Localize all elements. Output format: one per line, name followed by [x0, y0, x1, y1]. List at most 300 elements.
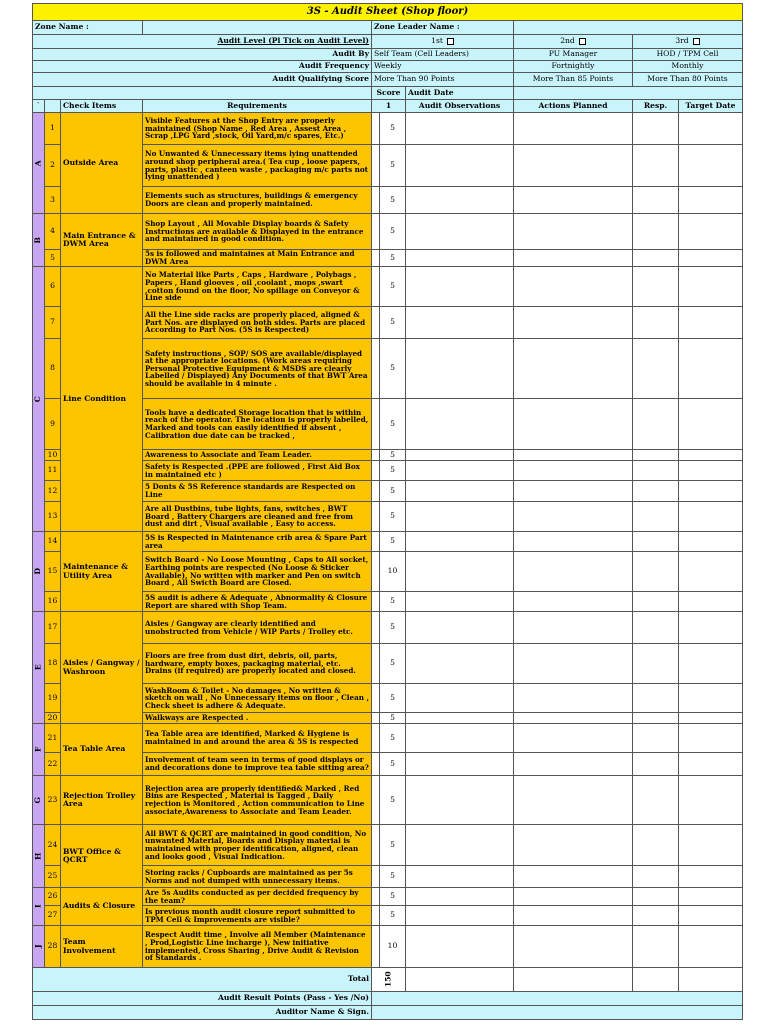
observation-field[interactable]	[406, 250, 514, 267]
target-date-field[interactable]	[679, 250, 743, 267]
score-gap	[372, 684, 380, 713]
row-score-text: 5	[390, 363, 395, 373]
action-field[interactable]	[514, 502, 633, 532]
audit-level-2	[514, 35, 633, 49]
row-score-text: 5	[390, 622, 395, 632]
requirement-text	[143, 612, 372, 644]
row-number-text: 6	[50, 281, 55, 291]
action-field[interactable]	[514, 187, 633, 214]
target-date-field[interactable]	[679, 502, 743, 532]
row-score	[380, 481, 406, 502]
requirement-text-text: Shop Layout , All Movable Display boards & Safety Instructions are available & Displayed in the entrance and maintained in good condition.	[145, 219, 364, 244]
group-letter	[32, 612, 45, 724]
total-label-text: Total	[347, 974, 369, 984]
target-date-field[interactable]	[679, 713, 743, 724]
row-number-text: 20	[47, 713, 58, 722]
total-observations	[406, 968, 514, 992]
resp-field[interactable]	[633, 145, 679, 187]
row-number-text: 11	[47, 465, 58, 475]
check-item-area	[61, 612, 143, 724]
check-item-area-text: Maintenance & Utility Area	[63, 562, 128, 580]
row-score-text: 5	[390, 252, 395, 262]
action-field[interactable]	[514, 532, 633, 552]
row-number	[45, 145, 61, 187]
row-number	[45, 552, 61, 592]
action-field[interactable]	[514, 113, 633, 145]
row-number-text: 24	[47, 839, 58, 849]
row-score	[380, 644, 406, 684]
requirement-text	[143, 250, 372, 267]
requirement-text-text: Visible Features at the Shop Entry are properly maintained (Shop Name , Red Area , Assest Area , Scrap ,LPG Yard ,stock, Oil Yard,m/c spares, Etc.)	[145, 116, 347, 141]
audit-level-3-checkbox[interactable]	[693, 38, 700, 45]
requirement-text	[143, 724, 372, 753]
target-date-field[interactable]	[679, 926, 743, 968]
row-score-text: 5	[390, 123, 395, 133]
row-score-text: 5	[390, 281, 395, 291]
row-number-text: 3	[50, 194, 55, 204]
row-score	[380, 339, 406, 399]
row-score	[380, 187, 406, 214]
score-gap	[372, 307, 380, 339]
row-number	[45, 926, 61, 968]
row-number	[45, 644, 61, 684]
requirement-text	[143, 145, 372, 187]
auditor-label	[32, 1006, 372, 1020]
action-field[interactable]	[514, 399, 633, 450]
check-item-area-text: Audits & Closure	[63, 901, 136, 911]
observation-field[interactable]	[406, 307, 514, 339]
audit-by-label	[32, 49, 372, 61]
target-date-field[interactable]	[679, 339, 743, 399]
observation-field[interactable]	[406, 684, 514, 713]
action-field[interactable]	[514, 926, 633, 968]
action-field[interactable]	[514, 825, 633, 866]
row-number-text: 8	[50, 363, 55, 373]
observation-field[interactable]	[406, 906, 514, 926]
requirement-text	[143, 753, 372, 776]
check-item-area-text: BWT Office & QCRT	[63, 846, 121, 864]
requirement-text-text: No Unwanted & Unnecessary items lying unattended around shop peripheral area.( Tea cup , loose papers, parts, plastic , canteen waste , packaging m/c parts not lying unattended )	[145, 149, 368, 182]
observation-field[interactable]	[406, 399, 514, 450]
row-number	[45, 592, 61, 612]
row-score-text: 5	[390, 713, 395, 722]
audit-result-field[interactable]	[372, 992, 743, 1006]
row-score-text: 5	[390, 732, 395, 742]
col-resp	[633, 100, 679, 113]
row-score-text: 10	[387, 941, 398, 951]
col-score-text: 1	[385, 100, 392, 110]
row-number-text: 10	[47, 450, 58, 459]
group-letter-text: C	[33, 395, 43, 403]
row-score	[380, 250, 406, 267]
group-letter-text: B	[33, 236, 43, 244]
resp-field[interactable]	[633, 113, 679, 145]
target-date-field[interactable]	[679, 145, 743, 187]
group-letter-text: F	[33, 746, 43, 753]
target-date-field[interactable]	[679, 187, 743, 214]
group-letter	[32, 776, 45, 825]
row-number	[45, 713, 61, 724]
requirement-text-text: Elements such as structures, buildings & emergency Doors are clean and properly maintained.	[145, 191, 358, 208]
target-date-field[interactable]	[679, 776, 743, 825]
resp-field[interactable]	[633, 502, 679, 532]
observation-field[interactable]	[406, 481, 514, 502]
resp-field[interactable]	[633, 713, 679, 724]
qualifying-score-value-3-text: More Than 80 Points	[647, 74, 728, 84]
row-number-text: 17	[47, 622, 58, 632]
resp-field[interactable]	[633, 450, 679, 461]
total-value-text: 150	[383, 971, 393, 988]
row-number	[45, 267, 61, 307]
score-gap	[372, 866, 380, 888]
observation-field[interactable]	[406, 612, 514, 644]
action-field[interactable]	[514, 307, 633, 339]
requirement-text-text: Are 5s Audits conducted as per decided frequency by the team?	[145, 888, 359, 905]
zone-leader-label-text: Zone Leader Name :	[374, 22, 460, 32]
audit-level-3-text: 3rd	[675, 36, 689, 46]
requirement-text-text: Is previous month audit closure report submitted to TPM Cell & Improvements are visible?	[145, 906, 356, 924]
action-field[interactable]	[514, 724, 633, 753]
score-row-spacer	[32, 87, 372, 100]
row-score	[380, 450, 406, 461]
row-number	[45, 532, 61, 552]
action-field[interactable]	[514, 753, 633, 776]
audit-level-1-text: 1st	[431, 36, 443, 46]
row-score	[380, 532, 406, 552]
observation-field[interactable]	[406, 267, 514, 307]
action-field[interactable]	[514, 145, 633, 187]
requirement-text-text: 5 Donts & 5S Reference standards are Respected on Line	[145, 482, 356, 499]
audit-frequency-label	[32, 61, 372, 73]
group-letter-text: D	[33, 568, 43, 575]
observation-field[interactable]	[406, 753, 514, 776]
row-number	[45, 450, 61, 461]
row-number-text: 1	[50, 123, 55, 133]
row-score-text: 5	[390, 658, 395, 668]
row-number-text: 14	[47, 536, 58, 546]
row-number	[45, 866, 61, 888]
audit-level-1-checkbox[interactable]	[447, 38, 454, 45]
target-date-field[interactable]	[679, 866, 743, 888]
resp-field[interactable]	[633, 552, 679, 592]
row-number	[45, 339, 61, 399]
observation-field[interactable]	[406, 776, 514, 825]
row-number	[45, 888, 61, 906]
resp-field[interactable]	[633, 250, 679, 267]
check-item-area	[61, 214, 143, 267]
resp-field[interactable]	[633, 399, 679, 450]
target-date-field[interactable]	[679, 684, 743, 713]
row-score-text: 5	[390, 418, 395, 428]
observation-field[interactable]	[406, 113, 514, 145]
resp-field[interactable]	[633, 481, 679, 502]
target-date-field[interactable]	[679, 644, 743, 684]
action-field[interactable]	[514, 644, 633, 684]
row-score-text: 5	[390, 194, 395, 204]
row-number-text: 25	[47, 871, 58, 881]
target-date-field[interactable]	[679, 592, 743, 612]
requirement-text-text: All BWT & QCRT are maintained in good condition, No unwanted Material, Boards and Display material is maintained with proper identification, aligned, clean and looks good , Visual Indication.	[145, 828, 367, 861]
score-gap	[372, 145, 380, 187]
audit-by-value-3-text: HOD / TPM Cell	[656, 49, 719, 59]
target-date-field[interactable]	[679, 307, 743, 339]
row-number-text: 23	[47, 794, 58, 804]
action-field[interactable]	[514, 906, 633, 926]
observation-field[interactable]	[406, 644, 514, 684]
target-date-field[interactable]	[679, 113, 743, 145]
action-field[interactable]	[514, 450, 633, 461]
total-target	[679, 968, 743, 992]
target-date-field[interactable]	[679, 906, 743, 926]
row-score	[380, 724, 406, 753]
row-number	[45, 612, 61, 644]
action-field[interactable]	[514, 684, 633, 713]
row-number	[45, 684, 61, 713]
score-gap	[372, 250, 380, 267]
resp-field[interactable]	[633, 612, 679, 644]
observation-field[interactable]	[406, 339, 514, 399]
action-field[interactable]	[514, 888, 633, 906]
score-gap	[372, 450, 380, 461]
target-date-field[interactable]	[679, 753, 743, 776]
requirement-text	[143, 906, 372, 926]
requirement-text	[143, 461, 372, 481]
audit-result-label-text: Audit Result Points (Pass - Yes /No)	[217, 993, 369, 1003]
target-date-field[interactable]	[679, 461, 743, 481]
requirement-text-text: Awareness to Associate and Team Leader.	[145, 450, 312, 460]
resp-field[interactable]	[633, 214, 679, 250]
action-field[interactable]	[514, 339, 633, 399]
score-gap	[372, 776, 380, 825]
row-number-text: 21	[47, 732, 58, 742]
audit-by-value-2	[514, 49, 633, 61]
score-label-text: Score	[376, 87, 401, 97]
group-letter	[32, 888, 45, 926]
action-field[interactable]	[514, 481, 633, 502]
action-field[interactable]	[514, 866, 633, 888]
qualifying-score-value-1-text: More Than 90 Points	[374, 74, 455, 84]
requirement-text-text: Storing racks / Cupboards are maintained as per 5s Norms and not dumped with unnecessary items.	[145, 867, 353, 885]
target-date-field[interactable]	[679, 825, 743, 866]
target-date-field[interactable]	[679, 532, 743, 552]
row-score	[380, 825, 406, 866]
resp-field[interactable]	[633, 724, 679, 753]
requirement-text	[143, 552, 372, 592]
resp-field[interactable]	[633, 644, 679, 684]
audit-result-label	[32, 992, 372, 1006]
requirement-text-text: Tools have a dedicated Storage location that is within reach of the operator. The location is properly labelled, Marked and tools can easily identified if absent , Calibration due date can be tracked ,	[145, 407, 369, 440]
total-value	[372, 968, 406, 992]
col-resp-text: Resp.	[643, 100, 668, 110]
target-date-field[interactable]	[679, 481, 743, 502]
observation-field[interactable]	[406, 214, 514, 250]
row-number	[45, 307, 61, 339]
requirement-text-text: Involvement of team seen in terms of good displays or and decorations done to improve tea table sitting area?	[145, 755, 369, 772]
requirement-text-text: WashRoom & Toilet - No damages , No written & sketch on wall , No Unnecessary items on floor , Clean , Check sheet is adhere & Adequate.	[145, 685, 369, 710]
requirement-text-text: Safety is Respected .(PPE are followed , First Aid Box in maintained etc )	[145, 461, 360, 479]
group-letter-text: H	[33, 852, 43, 860]
qualifying-score-label	[32, 73, 372, 87]
observation-field[interactable]	[406, 926, 514, 968]
observation-field[interactable]	[406, 532, 514, 552]
action-field[interactable]	[514, 267, 633, 307]
observation-field[interactable]	[406, 888, 514, 906]
target-date-field[interactable]	[679, 450, 743, 461]
resp-field[interactable]	[633, 776, 679, 825]
resp-field[interactable]	[633, 684, 679, 713]
requirement-text	[143, 684, 372, 713]
action-field[interactable]	[514, 776, 633, 825]
row-score-text: 5	[390, 891, 395, 901]
audit-frequency-label-text: Audit Frequency	[298, 61, 369, 71]
target-date-field[interactable]	[679, 267, 743, 307]
row-score	[380, 926, 406, 968]
row-score-text: 5	[390, 160, 395, 170]
observation-field[interactable]	[406, 145, 514, 187]
audit-date-field[interactable]	[514, 87, 743, 100]
audit-level-3	[633, 35, 743, 49]
qualifying-score-label-text: Audit Qualifying Score	[272, 74, 369, 84]
audit-by-value-3	[633, 49, 743, 61]
auditor-field[interactable]	[372, 1006, 743, 1020]
row-number	[45, 113, 61, 145]
resp-field[interactable]	[633, 888, 679, 906]
check-item-area	[61, 113, 143, 214]
observation-field[interactable]	[406, 187, 514, 214]
row-score	[380, 753, 406, 776]
target-date-field[interactable]	[679, 888, 743, 906]
target-date-field[interactable]	[679, 612, 743, 644]
target-date-field[interactable]	[679, 399, 743, 450]
requirement-text	[143, 399, 372, 450]
score-gap	[372, 461, 380, 481]
group-letter	[32, 926, 45, 968]
row-score	[380, 592, 406, 612]
resp-field[interactable]	[633, 532, 679, 552]
col-target	[679, 100, 743, 113]
col-requirements	[143, 100, 372, 113]
score-gap	[372, 113, 380, 145]
audit-frequency-value-1-text: Weekly	[374, 61, 402, 71]
action-field[interactable]	[514, 592, 633, 612]
total-actions	[514, 968, 633, 992]
requirement-text	[143, 592, 372, 612]
check-item-area	[61, 825, 143, 888]
observation-field[interactable]	[406, 461, 514, 481]
resp-field[interactable]	[633, 866, 679, 888]
target-date-field[interactable]	[679, 724, 743, 753]
row-score	[380, 267, 406, 307]
row-score	[380, 145, 406, 187]
requirement-text-text: No Material like Parts , Caps , Hardware , Polybags , Papers , Hand glooves , oil ,coolant , mops ,swart ,cotton found on the floor, No spillage on Conveyor & Line side	[145, 270, 360, 303]
zone-leader-field[interactable]	[514, 21, 743, 35]
action-field[interactable]	[514, 214, 633, 250]
observation-field[interactable]	[406, 450, 514, 461]
col-check-items	[61, 100, 143, 113]
target-date-field[interactable]	[679, 214, 743, 250]
action-field[interactable]	[514, 713, 633, 724]
zone-name-label-text: Zone Name :	[35, 22, 89, 32]
audit-by-value-1	[372, 49, 514, 61]
resp-field[interactable]	[633, 187, 679, 214]
observation-field[interactable]	[406, 713, 514, 724]
row-number-text: 2	[50, 160, 55, 170]
requirement-text-text: All the Line side racks are properly placed, aligned & Part Nos. are displayed on both sides. Parts are placed According to Part Nos. (5S is Respected)	[145, 310, 366, 335]
audit-level-2-text: 2nd	[560, 36, 575, 46]
observation-field[interactable]	[406, 866, 514, 888]
check-item-area-text: Team Involvement	[63, 937, 116, 955]
observation-field[interactable]	[406, 724, 514, 753]
row-score	[380, 552, 406, 592]
row-number-text: 26	[47, 891, 58, 901]
requirement-text	[143, 866, 372, 888]
row-score	[380, 399, 406, 450]
requirement-text	[143, 776, 372, 825]
row-number	[45, 502, 61, 532]
observation-field[interactable]	[406, 825, 514, 866]
row-number	[45, 399, 61, 450]
row-score	[380, 612, 406, 644]
row-number-text: 9	[50, 418, 55, 428]
row-score-text: 5	[390, 692, 395, 702]
group-letter	[32, 267, 45, 532]
requirement-text-text: Rejection area are properly identified& Marked , Red Bins are Respected , Material is Tagged , Daily rejection is Monitored , Action communication to Line associate,Awareness to Associate and Team Leader.	[145, 783, 365, 816]
score-gap	[372, 906, 380, 926]
row-number	[45, 214, 61, 250]
row-score	[380, 684, 406, 713]
resp-field[interactable]	[633, 267, 679, 307]
requirement-text-text: Tea Table area are identified, Marked & Hygiene is maintained in and around the area & 5S is respected	[145, 729, 359, 746]
requirement-text-text: Are all Dustbins, tube lights, fans, switches , BWT Board , Battery Chargers are cleaned and free from dust and dirt , Visual available , Easy to access.	[145, 504, 353, 529]
row-score-text: 5	[390, 465, 395, 475]
resp-field[interactable]	[633, 461, 679, 481]
audit-by-label-text: Audit By	[332, 49, 369, 59]
observation-field[interactable]	[406, 552, 514, 592]
col-actions-text: Actions Planned	[538, 100, 608, 110]
observation-field[interactable]	[406, 502, 514, 532]
row-number	[45, 461, 61, 481]
observation-field[interactable]	[406, 592, 514, 612]
target-date-field[interactable]	[679, 552, 743, 592]
score-gap	[372, 753, 380, 776]
score-gap	[372, 888, 380, 906]
row-score	[380, 713, 406, 724]
zone-name-field[interactable]	[143, 21, 372, 35]
action-field[interactable]	[514, 250, 633, 267]
score-gap	[372, 399, 380, 450]
col-actions	[514, 100, 633, 113]
resp-field[interactable]	[633, 307, 679, 339]
check-item-area-text: Aisles / Gangway / Washroon	[63, 658, 140, 676]
row-score	[380, 776, 406, 825]
resp-field[interactable]	[633, 926, 679, 968]
action-field[interactable]	[514, 552, 633, 592]
resp-field[interactable]	[633, 906, 679, 926]
resp-field[interactable]	[633, 339, 679, 399]
row-number-text: 19	[47, 692, 58, 702]
audit-level-2-checkbox[interactable]	[579, 38, 586, 45]
row-score	[380, 906, 406, 926]
col-target-text: Target Date	[685, 100, 736, 110]
row-number-text: 18	[47, 658, 58, 668]
requirement-text	[143, 502, 372, 532]
resp-field[interactable]	[633, 825, 679, 866]
action-field[interactable]	[514, 612, 633, 644]
action-field[interactable]	[514, 461, 633, 481]
resp-field[interactable]	[633, 592, 679, 612]
qualifying-score-value-2-text: More Than 85 Points	[532, 74, 614, 84]
resp-field[interactable]	[633, 753, 679, 776]
